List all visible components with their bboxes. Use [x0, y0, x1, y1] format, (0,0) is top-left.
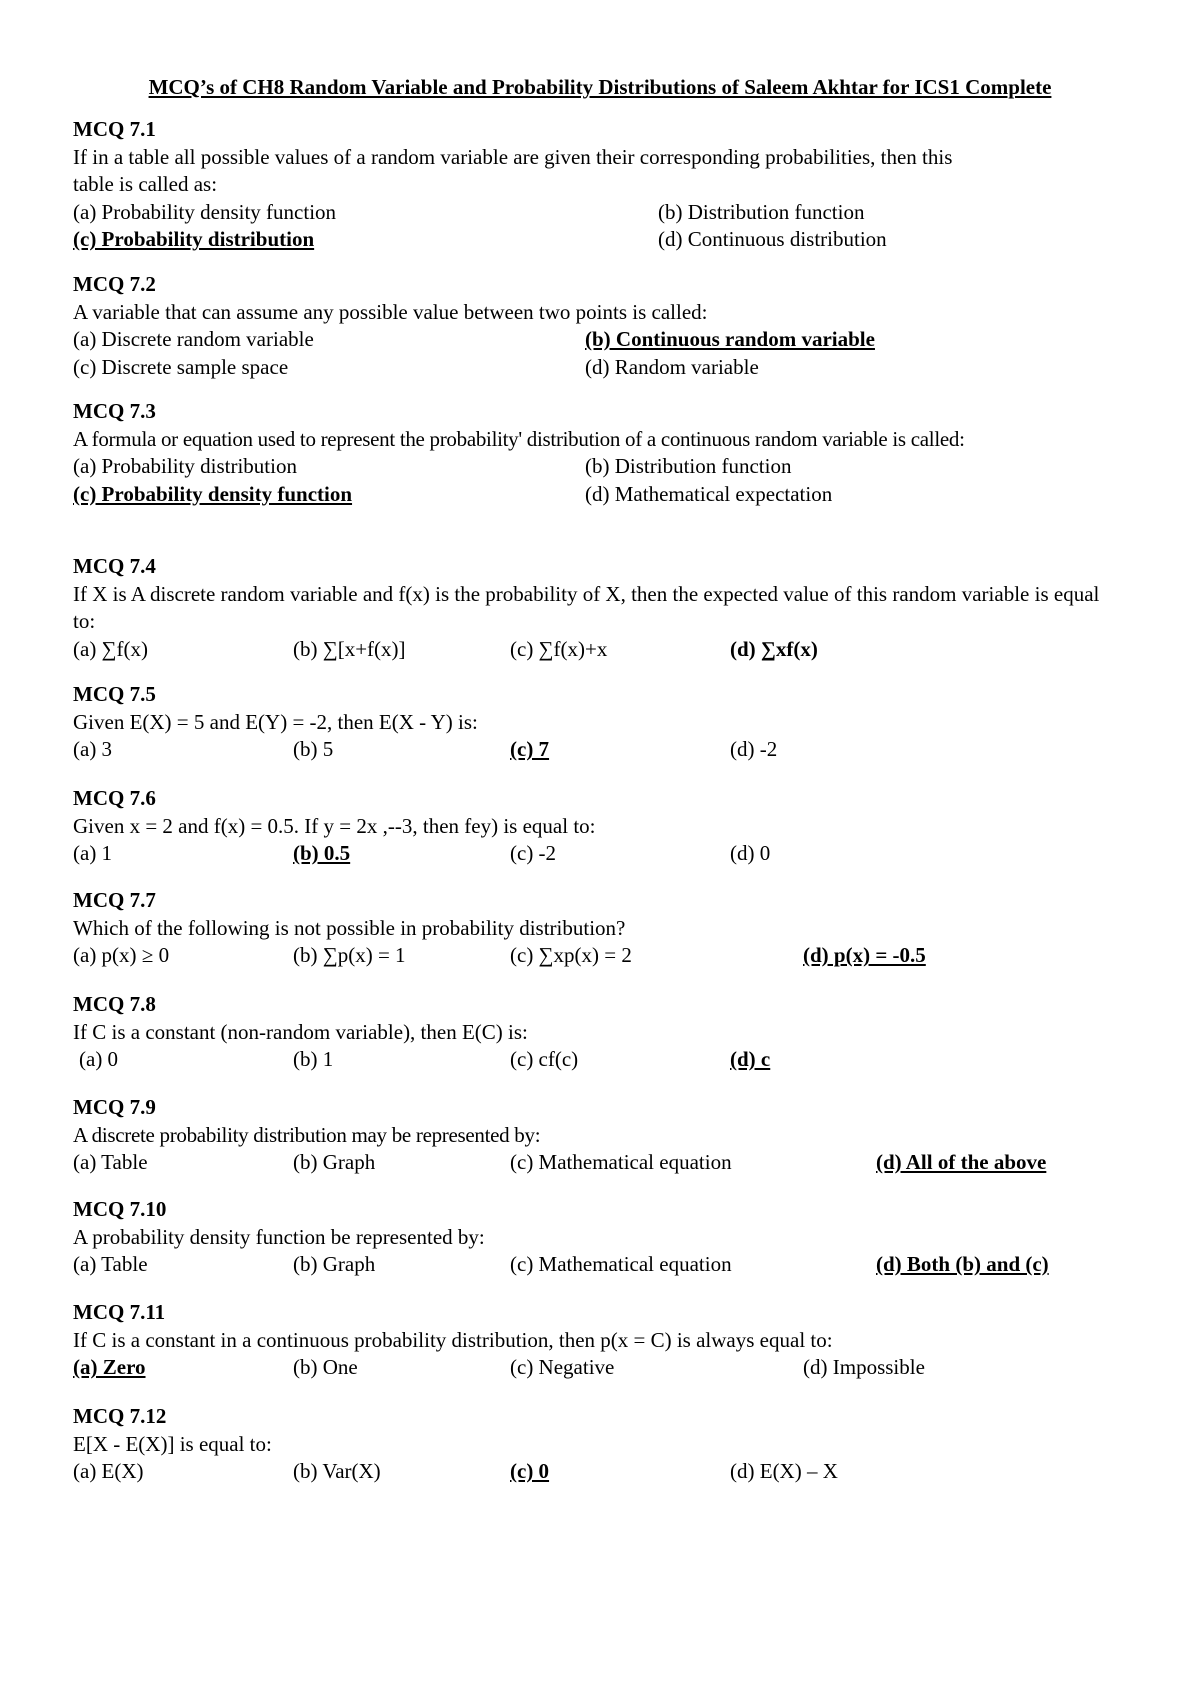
mcq-heading: MCQ 7.11 [73, 1300, 166, 1324]
option-d-correct: (d) All of the above [876, 1150, 1047, 1174]
option-b: (b) ∑[x+f(x)] [293, 636, 406, 661]
option-row [73, 453, 1133, 481]
option-b: (b) Graph [293, 1252, 376, 1276]
option-a-correct: (a) Zero [73, 1355, 146, 1379]
option-a: (a) Probability density function [73, 199, 337, 224]
question-text: E[X - E(X)] is equal to: [73, 1431, 272, 1456]
option-row [73, 199, 1133, 227]
option-d: (d) Mathematical expectation [585, 481, 833, 506]
option-c-correct: (c) 0 [510, 1459, 550, 1483]
option-b: (b) Distribution function [585, 454, 792, 478]
option-row [73, 1149, 1133, 1177]
mcq-7-7 [73, 887, 1133, 970]
mcq-7-2 [73, 271, 1133, 381]
option-b: (b) Var(X) [293, 1459, 381, 1483]
mcq-7-9 [73, 1094, 1133, 1177]
mcq-7-3 [73, 398, 1133, 508]
question-text: A variable that can assume any possible value between two points is called: [73, 299, 708, 324]
question-text: Which of the following is not possible in probability distribution? [73, 915, 626, 940]
question-text: If X is A discrete random variable and f(x) is the probability of X, then the expected value of this random variable is equal to: [73, 581, 1100, 633]
option-c-correct: (c) Probability distribution [73, 227, 315, 251]
option-row [73, 840, 1133, 868]
option-d: (d) Continuous distribution [658, 227, 887, 251]
option-c: (c) -2 [510, 841, 557, 865]
mcq-heading: MCQ 7.3 [73, 399, 156, 423]
option-b: (b) 5 [293, 737, 334, 761]
option-a: (a) 0 [79, 1047, 119, 1071]
option-b: (b) One [293, 1355, 358, 1379]
option-c-correct: (c) Probability density function [73, 481, 353, 506]
option-row [73, 1458, 1133, 1486]
option-row [73, 942, 1133, 970]
question-text: If C is a constant in a continuous probability distribution, then p(x = C) is always equal to: [73, 1327, 833, 1352]
mcq-heading: MCQ 7.1 [73, 117, 156, 141]
mcq-7-6 [73, 785, 1133, 868]
mcq-7-5 [73, 681, 1133, 764]
option-d: (d) -2 [730, 737, 778, 761]
option-c: (c) ∑xp(x) = 2 [510, 943, 632, 967]
mcq-heading: MCQ 7.7 [73, 888, 156, 912]
option-a: (a) p(x) ≥ 0 [73, 943, 170, 967]
option-a: (a) Discrete random variable [73, 327, 314, 351]
mcq-7-1 [73, 116, 1133, 254]
mcq-heading: MCQ 7.9 [73, 1095, 156, 1119]
option-d-correct: (d) Both (b) and (c) [876, 1252, 1049, 1276]
option-c: (c) cf(c) [510, 1047, 579, 1071]
option-d: (d) E(X) – X [730, 1459, 838, 1483]
option-d-correct: (d) ∑xf(x) [730, 636, 818, 661]
option-a: (a) E(X) [73, 1459, 144, 1483]
option-row [73, 1354, 1133, 1382]
question-text: Given E(X) = 5 and E(Y) = -2, then E(X - Y) is: [73, 709, 478, 734]
option-d-correct: (d) p(x) = -0.5 [803, 943, 926, 967]
mcq-heading: MCQ 7.8 [73, 992, 156, 1016]
option-b-correct: (b) 0.5 [293, 841, 351, 865]
mcq-7-10 [73, 1196, 1133, 1279]
mcq-heading: MCQ 7.10 [73, 1197, 167, 1221]
option-row [73, 636, 1133, 664]
mcq-7-4 [73, 553, 1133, 663]
page-title: MCQ’s of CH8 Random Variable and Probability Distributions of Saleem Akhtar for ICS1 Complete [148, 75, 1052, 99]
mcq-7-12 [73, 1403, 1133, 1486]
option-b: (b) 1 [293, 1047, 334, 1071]
option-row [73, 326, 1133, 354]
option-c: (c) Mathematical equation [510, 1150, 732, 1174]
option-a: (a) 3 [73, 737, 113, 761]
question-text: A formula or equation used to represent the probability' distribution of a continuous random variable is called: [73, 426, 965, 451]
option-b: (b) Graph [293, 1150, 376, 1174]
option-c: (c) Negative [510, 1355, 615, 1379]
option-row [73, 736, 1133, 764]
mcq-heading: MCQ 7.6 [73, 786, 156, 810]
question-text: A discrete probability distribution may be represented by: [73, 1122, 541, 1147]
mcq-7-8 [73, 991, 1133, 1074]
option-row [73, 354, 1133, 382]
option-a: (a) 1 [73, 841, 113, 865]
option-c: (c) Discrete sample space [73, 354, 289, 379]
mcq-heading: MCQ 7.2 [73, 272, 156, 296]
option-a: (a) Probability distribution [73, 454, 297, 478]
option-b: (b) Distribution function [658, 199, 865, 224]
question-text: If in a table all possible values of a random variable are given their corresponding probabilities, then this table is called as: [73, 144, 953, 196]
option-d: (d) Impossible [803, 1355, 925, 1379]
option-c-correct: (c) 7 [510, 737, 550, 761]
mcq-7-11 [73, 1299, 1133, 1382]
question-text: A probability density function be represented by: [73, 1224, 485, 1249]
option-row [73, 226, 1133, 254]
option-d-correct: (d) c [730, 1047, 771, 1071]
option-a: (a) Table [73, 1252, 148, 1276]
option-d: (d) 0 [730, 841, 771, 865]
mcq-heading: MCQ 7.5 [73, 682, 156, 706]
question-text: Given x = 2 and f(x) = 0.5. If y = 2x ,--3, then fey) is equal to: [73, 813, 596, 838]
option-c: (c) Mathematical equation [510, 1252, 732, 1276]
option-row [73, 481, 1133, 509]
option-row [73, 1046, 1133, 1074]
question-text: If C is a constant (non-random variable), then E(C) is: [73, 1019, 528, 1044]
option-d: (d) Random variable [585, 354, 759, 379]
option-a: (a) Table [73, 1150, 148, 1174]
option-row [73, 1251, 1133, 1279]
option-b: (b) ∑p(x) = 1 [293, 943, 406, 967]
option-a: (a) ∑f(x) [73, 636, 149, 661]
mcq-heading: MCQ 7.12 [73, 1404, 167, 1428]
option-c: (c) ∑f(x)+x [510, 636, 608, 661]
option-b-correct: (b) Continuous random variable [585, 327, 875, 351]
mcq-heading: MCQ 7.4 [73, 554, 156, 578]
